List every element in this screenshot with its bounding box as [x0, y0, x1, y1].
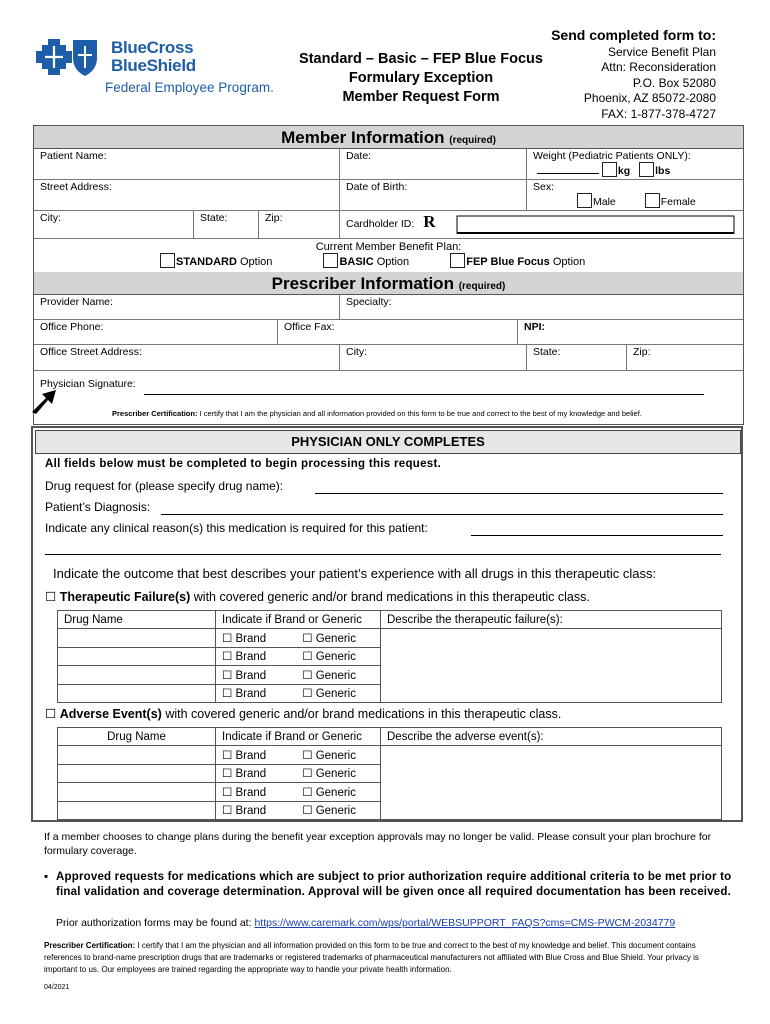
weight-field[interactable]: [527, 149, 743, 180]
standard-checkbox[interactable]: [160, 253, 175, 268]
clinical-reason-input-line2[interactable]: [45, 554, 721, 555]
brand-option[interactable]: Brand: [235, 651, 267, 664]
sex-field: [527, 180, 743, 211]
cert-text: I certify that I am the physician and all information provided on this form to be true and correct to the best of my knowledge and belief.: [199, 409, 642, 418]
drug-name-cell[interactable]: [58, 629, 216, 647]
brand-option[interactable]: Brand: [235, 633, 267, 646]
describe-cell[interactable]: [381, 629, 722, 703]
title-line2: Formulary Exception: [348, 70, 494, 86]
brand-option[interactable]: Brand: [235, 688, 267, 701]
brand-generic-cell[interactable]: ☐ Brand ☐ Generic: [216, 647, 381, 665]
pa-forms-link[interactable]: https://www.caremark.com/wps/portal/WEBSUPPORT_FAQS?cms=CMS-PWCM-2034779: [254, 917, 676, 929]
dob-field[interactable]: Date of Birth:: [340, 180, 527, 211]
office-state-field[interactable]: State:: [527, 345, 627, 371]
date-field[interactable]: Date:: [340, 149, 527, 180]
pa-forms-label: Prior authorization forms may be found at:: [56, 917, 252, 929]
cert-label: Prescriber Certification:: [112, 409, 198, 418]
npi-field[interactable]: NPI:: [518, 320, 743, 345]
lbs-label: lbs: [655, 165, 671, 177]
lbs-checkbox[interactable]: [639, 162, 654, 177]
bcbs-logo: [33, 36, 278, 100]
drug-name-cell[interactable]: [58, 684, 216, 702]
zip-field[interactable]: Zip:: [259, 211, 340, 239]
required-note: (required): [458, 281, 506, 292]
office-street-field[interactable]: Office Street Address:: [34, 345, 340, 371]
plan-change-note: If a member chooses to change plans during the benefit year exception approvals may no longer be valid. Please consult your plan brochure for formulary coverage.: [44, 831, 712, 857]
bcbs-logo-icon: [33, 36, 101, 78]
brand-generic-cell[interactable]: ☐ Brand ☐ Generic: [216, 684, 381, 702]
plan-fep: FEP Blue Focus: [466, 256, 550, 268]
drug-name-cell[interactable]: [58, 666, 216, 684]
footer-certification: [44, 940, 724, 976]
weight-label: Weight (Pediatric Patients ONLY):: [533, 150, 691, 162]
cardholder-prefix: R: [423, 212, 436, 231]
title-line3: Member Request Form: [342, 89, 500, 105]
generic-option[interactable]: Generic: [315, 633, 356, 646]
generic-option[interactable]: Generic: [315, 750, 356, 763]
physician-signature-line[interactable]: [144, 394, 704, 395]
brand-generic-cell[interactable]: ☐ Brand ☐ Generic: [216, 764, 381, 782]
clinical-reason-input[interactable]: [471, 535, 723, 536]
title-line1: Standard – Basic – FEP Blue Focus: [299, 51, 543, 67]
option-text: Option: [239, 256, 273, 268]
office-city-field[interactable]: City:: [340, 345, 527, 371]
form-title: [286, 50, 556, 107]
send-to-line: Phoenix, AZ 85072-2080: [583, 91, 716, 105]
adverse-event-table: [57, 727, 722, 820]
diagnosis-label: Patient’s Diagnosis:: [45, 500, 151, 514]
approved-requests-note: [44, 870, 734, 900]
sign-here-arrow-icon: [30, 388, 60, 414]
drug-name-cell[interactable]: [58, 801, 216, 819]
generic-option[interactable]: Generic: [315, 669, 356, 682]
form-date: 04/2021: [44, 984, 70, 991]
footer-cert-label: Prescriber Certification:: [44, 941, 136, 950]
patient-name-field[interactable]: Patient Name:: [34, 149, 340, 180]
clinical-reason-label: Indicate any clinical reason(s) this medication is required for this patient:: [45, 521, 428, 535]
female-checkbox[interactable]: [645, 193, 660, 208]
plan-basic: BASIC: [339, 256, 374, 268]
generic-option[interactable]: Generic: [315, 805, 356, 818]
table-row: [58, 629, 722, 647]
send-to-heading: Send completed form to:: [551, 27, 716, 43]
tf-text: with covered generic and/or brand medications in this therapeutic class.: [193, 590, 590, 604]
send-to-line: Attn: Reconsideration: [601, 60, 716, 74]
brand-option[interactable]: Brand: [235, 750, 267, 763]
brand-generic-cell[interactable]: ☐ Brand ☐ Generic: [216, 801, 381, 819]
ae-label: Adverse Event(s): [59, 707, 162, 721]
kg-label: kg: [617, 165, 631, 177]
specialty-field[interactable]: Specialty:: [340, 295, 743, 320]
drug-name-cell[interactable]: [58, 746, 216, 764]
generic-option[interactable]: Generic: [315, 786, 356, 799]
city-field[interactable]: City:: [34, 211, 194, 239]
plan-standard: STANDARD: [176, 256, 237, 268]
adverse-event-option[interactable]: [45, 706, 561, 721]
diagnosis-input[interactable]: [161, 514, 723, 515]
drug-name-cell[interactable]: [58, 764, 216, 782]
physician-signature-label: Physician Signature:: [40, 378, 136, 390]
cardholder-label: Cardholder ID:: [346, 218, 415, 230]
female-label: Female: [660, 196, 696, 208]
drug-name-cell[interactable]: [58, 647, 216, 665]
prescriber-info-title: Prescriber Information: [271, 274, 454, 293]
office-fax-field[interactable]: Office Fax:: [278, 320, 518, 345]
drug-request-label: Drug request for (please specify drug name):: [45, 479, 284, 493]
prescriber-certification: [112, 409, 642, 418]
sex-label: Sex:: [533, 181, 555, 193]
brand-generic-cell[interactable]: ☐ Brand ☐ Generic: [216, 746, 381, 764]
member-info-header: [34, 126, 743, 149]
describe-cell[interactable]: [381, 746, 722, 820]
therapeutic-failure-table: [57, 610, 722, 703]
male-checkbox[interactable]: [577, 193, 592, 208]
male-label: Male: [593, 196, 616, 208]
logo-bluecross: BlueCross: [111, 38, 194, 57]
col-describe-adverse: Describe the adverse event(s):: [381, 728, 722, 746]
option-text: Option: [376, 256, 410, 268]
physician-section: [31, 426, 743, 822]
cardholder-id-field[interactable]: [340, 211, 743, 239]
all-fields-note: All fields below must be completed to begin processing this request.: [45, 458, 442, 470]
col-brand-generic: Indicate if Brand or Generic: [216, 611, 381, 629]
basic-checkbox[interactable]: [323, 253, 338, 268]
bullet-icon: ▪: [44, 871, 49, 883]
col-describe-failure: Describe the therapeutic failure(s):: [381, 611, 722, 629]
send-to-block: [520, 28, 716, 122]
generic-option[interactable]: Generic: [315, 651, 356, 664]
tf-label: Therapeutic Failure(s): [59, 590, 191, 604]
approved-text: Approved requests for medications which are subject to prior authorization require additional criteria to be met prior to final validation and coverage determination. Approval will be given once all required documentation has been received.: [56, 871, 732, 898]
col-brand-generic: Indicate if Brand or Generic: [216, 728, 381, 746]
generic-option[interactable]: Generic: [315, 688, 356, 701]
send-to-line: FAX: 1-877-378-4727: [601, 106, 716, 121]
brand-generic-cell[interactable]: ☐ Brand ☐ Generic: [216, 666, 381, 684]
kg-checkbox[interactable]: [602, 162, 617, 177]
pa-forms-note: [56, 917, 675, 929]
physician-header: PHYSICIAN ONLY COMPLETES: [35, 430, 741, 454]
provider-name-field[interactable]: Provider Name:: [34, 295, 340, 320]
logo-blueshield: BlueShield: [111, 56, 196, 75]
footer-cert-text: I certify that I am the physician and all information provided on this form to be true and correct to the best of my knowledge and belief. This document contains references to brand-name prescription drugs that are trademarks or registered trademarks of pharmaceutical manufacturers not affiliated with Blue Cross and Blue Shield. Your privacy is important to us. Our employees are trained regarding the appropriate way to handle your private health information.: [44, 941, 699, 974]
drug-name-cell[interactable]: [58, 783, 216, 801]
member-info-title: Member Information: [281, 128, 445, 147]
office-phone-field[interactable]: Office Phone:: [34, 320, 278, 345]
ae-checkbox-icon[interactable]: ☐: [45, 707, 57, 721]
col-drug-name: Drug Name: [58, 611, 216, 629]
drug-request-input[interactable]: [315, 493, 723, 494]
brand-option[interactable]: Brand: [235, 786, 267, 799]
send-to-line: Service Benefit Plan: [607, 44, 716, 59]
brand-option[interactable]: Brand: [235, 768, 267, 781]
prescriber-info-header: [34, 272, 743, 295]
member-prescriber-box: [33, 125, 744, 425]
tf-checkbox-icon[interactable]: ☐: [45, 590, 57, 604]
fep-focus-checkbox[interactable]: [450, 253, 465, 268]
id-digit-boxes[interactable]: [456, 215, 736, 235]
therapeutic-failure-option[interactable]: [45, 589, 590, 604]
brand-option[interactable]: Brand: [235, 805, 267, 818]
brand-generic-cell[interactable]: ☐ Brand ☐ Generic: [216, 629, 381, 647]
table-row: [58, 746, 722, 764]
col-drug-name: Drug Name: [58, 728, 216, 746]
required-note: (required): [449, 135, 496, 146]
brand-option[interactable]: Brand: [235, 669, 267, 682]
office-zip-field[interactable]: Zip:: [627, 345, 743, 371]
state-field[interactable]: State:: [194, 211, 259, 239]
generic-option[interactable]: Generic: [315, 768, 356, 781]
brand-generic-cell[interactable]: ☐ Brand ☐ Generic: [216, 783, 381, 801]
benefit-plan-row: [34, 239, 743, 273]
ae-text: with covered generic and/or brand medications in this therapeutic class.: [165, 707, 562, 721]
street-address-field[interactable]: Street Address:: [34, 180, 340, 211]
logo-fep: Federal Employee Program.: [105, 80, 274, 95]
plan-label: Current Member Benefit Plan:: [315, 241, 462, 253]
outcome-prompt: Indicate the outcome that best describes your patient’s experience with all drugs in this therapeutic class:: [53, 566, 657, 581]
send-to-line: P.O. Box 52080: [632, 75, 716, 90]
option-text: Option: [552, 256, 586, 268]
